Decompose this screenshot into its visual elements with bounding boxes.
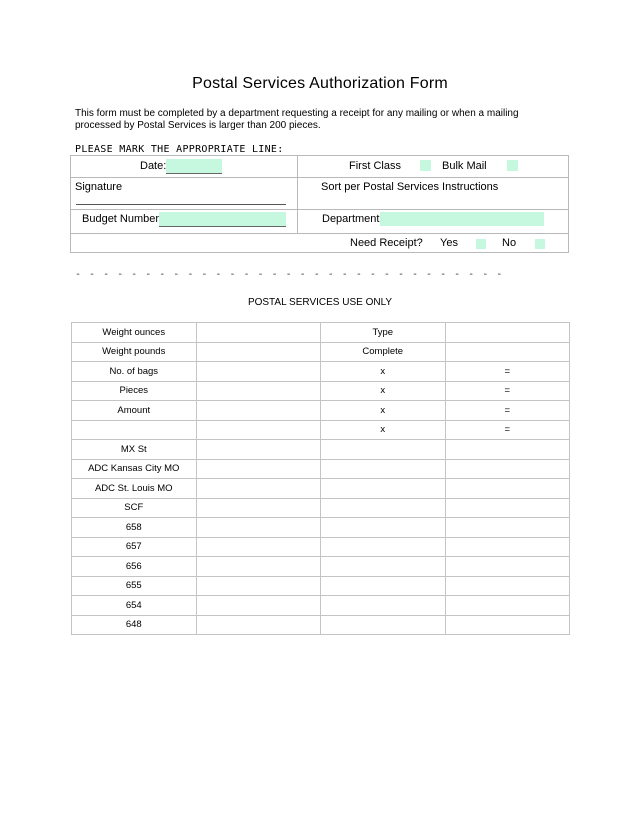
table-row — [72, 362, 570, 382]
page-title: Postal Services Authorization Form — [192, 75, 448, 92]
entry-cell[interactable] — [196, 323, 321, 343]
result-cell[interactable] — [445, 518, 570, 538]
detail-cell — [321, 615, 446, 635]
column-divider — [297, 156, 298, 233]
row-label-cell: Pieces — [72, 381, 197, 401]
detail-cell — [321, 498, 446, 518]
result-cell[interactable] — [445, 557, 570, 577]
first-class-checkbox[interactable] — [420, 160, 431, 171]
entry-cell[interactable] — [196, 498, 321, 518]
entry-cell[interactable] — [196, 381, 321, 401]
result-cell[interactable]: = — [445, 362, 570, 382]
table-row — [72, 537, 570, 557]
result-cell[interactable] — [445, 342, 570, 362]
entry-cell[interactable] — [196, 342, 321, 362]
row-label-cell: Amount — [72, 401, 197, 421]
result-cell[interactable] — [445, 576, 570, 596]
row-label-cell: 654 — [72, 596, 197, 616]
table-row — [72, 401, 570, 421]
result-cell[interactable] — [445, 459, 570, 479]
entry-cell[interactable] — [196, 459, 321, 479]
row-divider — [71, 177, 568, 178]
need-receipt-label: Need Receipt? — [350, 237, 423, 249]
row-label-cell: No. of bags — [72, 362, 197, 382]
receipt-no-checkbox[interactable] — [535, 239, 545, 249]
table-row — [72, 323, 570, 343]
result-cell[interactable] — [445, 537, 570, 557]
intro-text: This form must be completed by a department requesting a receipt for any mailing or when a mailing processed by Postal Services is larger than 200 pieces. — [75, 108, 519, 131]
detail-cell — [321, 537, 446, 557]
mark-instruction: PLEASE MARK THE APPROPRIATE LINE: — [75, 144, 284, 155]
row-label-cell: Weight pounds — [72, 342, 197, 362]
entry-cell[interactable] — [196, 362, 321, 382]
detail-cell: x — [321, 381, 446, 401]
entry-cell[interactable] — [196, 557, 321, 577]
result-cell[interactable] — [445, 479, 570, 499]
result-cell[interactable] — [445, 615, 570, 635]
budget-number-label: Budget Number — [82, 213, 160, 225]
result-cell[interactable]: = — [445, 401, 570, 421]
entry-cell[interactable] — [196, 615, 321, 635]
bulk-mail-label: Bulk Mail — [442, 160, 487, 172]
detail-cell — [321, 596, 446, 616]
signature-line[interactable] — [76, 204, 286, 205]
entry-cell[interactable] — [196, 440, 321, 460]
cut-line: - - - - - - - - - - - - - - - - - - - - - - - - - - - - - - - — [75, 269, 504, 280]
detail-cell: Complete — [321, 342, 446, 362]
detail-cell — [321, 557, 446, 577]
budget-number-field[interactable] — [159, 212, 286, 227]
bulk-mail-checkbox[interactable] — [507, 160, 518, 171]
first-class-label: First Class — [349, 160, 401, 172]
postal-use-table — [71, 322, 570, 635]
table-row — [72, 557, 570, 577]
entry-cell[interactable] — [196, 537, 321, 557]
row-label-cell: 656 — [72, 557, 197, 577]
authorization-form — [70, 155, 569, 253]
entry-cell[interactable] — [196, 401, 321, 421]
yes-label: Yes — [440, 237, 458, 249]
result-cell[interactable] — [445, 498, 570, 518]
table-row — [72, 420, 570, 440]
row-label-cell: 657 — [72, 537, 197, 557]
row-label-cell: MX St — [72, 440, 197, 460]
result-cell[interactable] — [445, 323, 570, 343]
result-cell[interactable]: = — [445, 381, 570, 401]
table-row — [72, 596, 570, 616]
result-cell[interactable]: = — [445, 420, 570, 440]
entry-cell[interactable] — [196, 479, 321, 499]
table-row — [72, 518, 570, 538]
row-label-cell: SCF — [72, 498, 197, 518]
table-row — [72, 440, 570, 460]
date-label: Date: — [140, 160, 167, 172]
sort-instructions-label: Sort per Postal Services Instructions — [321, 181, 499, 193]
no-label: No — [502, 237, 517, 249]
entry-cell[interactable] — [196, 420, 321, 440]
detail-cell — [321, 440, 446, 460]
table-row — [72, 576, 570, 596]
row-label-cell: ADC Kansas City MO — [72, 459, 197, 479]
row-label-cell: Weight ounces — [72, 323, 197, 343]
receipt-yes-checkbox[interactable] — [476, 239, 486, 249]
table-row — [72, 498, 570, 518]
table-row — [72, 479, 570, 499]
row-label-cell: ADC St. Louis MO — [72, 479, 197, 499]
row-label-cell: 658 — [72, 518, 197, 538]
row-label-cell: 655 — [72, 576, 197, 596]
date-field[interactable] — [166, 159, 222, 174]
detail-cell: x — [321, 362, 446, 382]
detail-cell — [321, 576, 446, 596]
detail-cell: x — [321, 401, 446, 421]
detail-cell — [321, 479, 446, 499]
row-label-cell: 648 — [72, 615, 197, 635]
detail-cell: Type — [321, 323, 446, 343]
row-label-cell — [72, 420, 197, 440]
signature-label: Signature — [75, 181, 123, 193]
table-row — [72, 459, 570, 479]
detail-cell — [321, 459, 446, 479]
table-row — [72, 342, 570, 362]
entry-cell[interactable] — [196, 518, 321, 538]
table-row — [72, 381, 570, 401]
result-cell[interactable] — [445, 440, 570, 460]
entry-cell[interactable] — [196, 596, 321, 616]
department-field[interactable] — [380, 212, 544, 226]
detail-cell: x — [321, 420, 446, 440]
table-row — [72, 615, 570, 635]
result-cell[interactable] — [445, 596, 570, 616]
detail-cell — [321, 518, 446, 538]
row-divider — [71, 233, 568, 234]
section-heading: POSTAL SERVICES USE ONLY — [247, 297, 393, 308]
department-label: Department — [322, 213, 380, 225]
row-divider — [71, 209, 568, 210]
entry-cell[interactable] — [196, 576, 321, 596]
